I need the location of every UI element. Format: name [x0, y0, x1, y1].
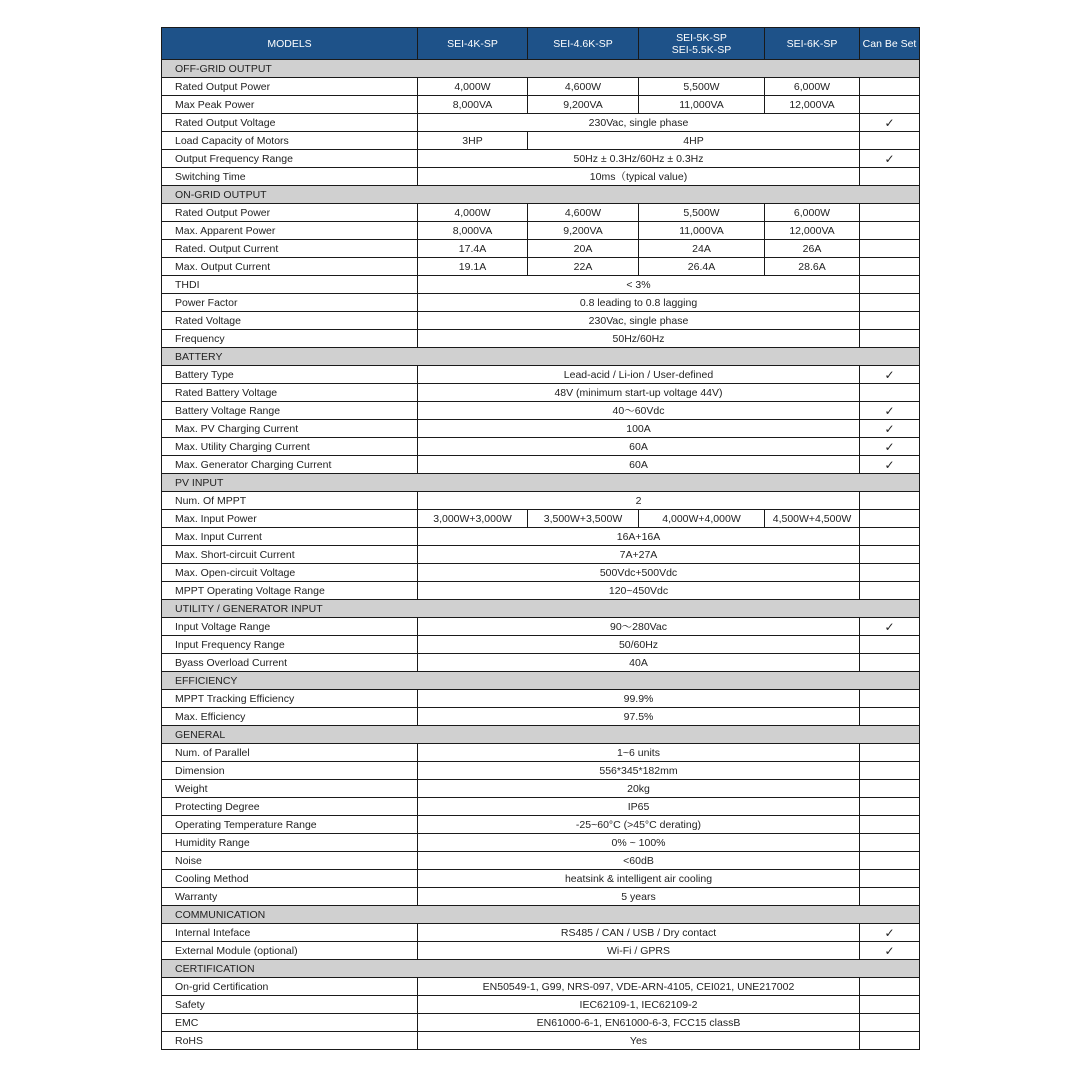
can-be-set-cell [860, 816, 920, 834]
row-label: Rated Output Voltage [162, 114, 418, 132]
can-be-set-cell [860, 546, 920, 564]
header-sei-4-6k-sp: SEI-4.6K-SP [528, 28, 639, 60]
can-be-set-cell [860, 168, 920, 186]
can-be-set-cell [860, 258, 920, 276]
table-row [162, 888, 920, 906]
can-be-set-cell [860, 564, 920, 582]
spec-table [161, 27, 920, 1050]
row-label: Safety [162, 996, 418, 1014]
row-value: 24A [639, 240, 765, 258]
row-value: 3,500W+3,500W [528, 510, 639, 528]
section-title: GENERAL [162, 726, 920, 744]
can-be-set-cell [860, 222, 920, 240]
check-icon: ✓ [860, 456, 920, 474]
can-be-set-cell [860, 78, 920, 96]
row-label: Rated Voltage [162, 312, 418, 330]
row-value: 8,000VA [418, 96, 528, 114]
row-value: 4,000W [418, 204, 528, 222]
row-value: 48V (minimum start-up voltage 44V) [418, 384, 860, 402]
row-value: 12,000VA [765, 96, 860, 114]
row-label: Max. Output Current [162, 258, 418, 276]
row-label: EMC [162, 1014, 418, 1032]
row-value: 9,200VA [528, 96, 639, 114]
row-label: THDI [162, 276, 418, 294]
table-row [162, 258, 920, 276]
row-label: Input Voltage Range [162, 618, 418, 636]
row-value: 2 [418, 492, 860, 510]
check-icon: ✓ [860, 942, 920, 960]
row-value: 9,200VA [528, 222, 639, 240]
row-value: <60dB [418, 852, 860, 870]
row-label: Frequency [162, 330, 418, 348]
section-row [162, 474, 920, 492]
can-be-set-cell [860, 312, 920, 330]
row-value: 3HP [418, 132, 528, 150]
table-row [162, 654, 920, 672]
check-icon: ✓ [860, 402, 920, 420]
table-row [162, 564, 920, 582]
table-row [162, 276, 920, 294]
can-be-set-cell [860, 492, 920, 510]
row-value: 22A [528, 258, 639, 276]
row-value: 40～60Vdc [418, 402, 860, 420]
row-value: EN61000-6-1, EN61000-6-3, FCC15 classB [418, 1014, 860, 1032]
can-be-set-cell [860, 852, 920, 870]
row-label: Battery Type [162, 366, 418, 384]
row-value: Lead-acid / Li-ion / User-defined [418, 366, 860, 384]
row-label: Output Frequency Range [162, 150, 418, 168]
row-label: Noise [162, 852, 418, 870]
row-value: 5,500W [639, 78, 765, 96]
section-row [162, 348, 920, 366]
row-label: Max. Short-circuit Current [162, 546, 418, 564]
can-be-set-cell [860, 690, 920, 708]
table-row [162, 510, 920, 528]
check-icon: ✓ [860, 366, 920, 384]
row-label: Num. of Parallel [162, 744, 418, 762]
row-value: 6,000W [765, 78, 860, 96]
row-value: 3,000W+3,000W [418, 510, 528, 528]
table-row [162, 492, 920, 510]
row-label: RoHS [162, 1032, 418, 1050]
row-label: Rated Battery Voltage [162, 384, 418, 402]
row-label: MPPT Operating Voltage Range [162, 582, 418, 600]
row-label: Operating Temperature Range [162, 816, 418, 834]
row-label: Warranty [162, 888, 418, 906]
header-sei-5-5k-sp: SEI-5.5K-SP [671, 43, 732, 56]
section-row [162, 600, 920, 618]
row-value: 17.4A [418, 240, 528, 258]
row-value: 7A+27A [418, 546, 860, 564]
row-label: MPPT Tracking Efficiency [162, 690, 418, 708]
header-models: MODELS [162, 28, 418, 60]
table-row [162, 132, 920, 150]
row-value: 28.6A [765, 258, 860, 276]
header-sei-5k-sp: SEI-5K-SP [676, 31, 727, 44]
can-be-set-cell [860, 762, 920, 780]
table-row [162, 1032, 920, 1050]
row-value: 500Vdc+500Vdc [418, 564, 860, 582]
row-value: 0% ~ 100% [418, 834, 860, 852]
section-row [162, 672, 920, 690]
row-value: 26A [765, 240, 860, 258]
row-value: 12,000VA [765, 222, 860, 240]
row-value: 5,500W [639, 204, 765, 222]
can-be-set-cell [860, 888, 920, 906]
can-be-set-cell [860, 780, 920, 798]
row-value: 1~6 units [418, 744, 860, 762]
table-row [162, 222, 920, 240]
row-value: 11,000VA [639, 96, 765, 114]
row-value: 4,600W [528, 204, 639, 222]
row-value: 4,500W+4,500W [765, 510, 860, 528]
row-label: Protecting Degree [162, 798, 418, 816]
row-label: On-grid Certification [162, 978, 418, 996]
section-title: EFFICIENCY [162, 672, 920, 690]
section-row [162, 726, 920, 744]
row-label: Num. Of MPPT [162, 492, 418, 510]
section-title: UTILITY / GENERATOR INPUT [162, 600, 920, 618]
row-value: 26.4A [639, 258, 765, 276]
row-label: Max Peak Power [162, 96, 418, 114]
row-label: Humidity Range [162, 834, 418, 852]
row-value: 20A [528, 240, 639, 258]
can-be-set-cell [860, 1032, 920, 1050]
table-row [162, 438, 920, 456]
table-row [162, 870, 920, 888]
check-icon: ✓ [860, 618, 920, 636]
row-label: Byass Overload Current [162, 654, 418, 672]
section-title: PV INPUT [162, 474, 920, 492]
can-be-set-cell [860, 294, 920, 312]
row-label: Max. Apparent Power [162, 222, 418, 240]
can-be-set-cell [860, 996, 920, 1014]
row-label: Switching Time [162, 168, 418, 186]
can-be-set-cell [860, 276, 920, 294]
can-be-set-cell [860, 528, 920, 546]
row-value: 16A+16A [418, 528, 860, 546]
table-row [162, 456, 920, 474]
table-row [162, 636, 920, 654]
table-row [162, 762, 920, 780]
table-row [162, 708, 920, 726]
row-label: Max. Generator Charging Current [162, 456, 418, 474]
table-row [162, 528, 920, 546]
row-label: Max. PV Charging Current [162, 420, 418, 438]
row-value: 0.8 leading to 0.8 lagging [418, 294, 860, 312]
section-title: ON-GRID OUTPUT [162, 186, 920, 204]
row-value: 556*345*182mm [418, 762, 860, 780]
table-row [162, 690, 920, 708]
table-row [162, 420, 920, 438]
header-sei-4k-sp: SEI-4K-SP [418, 28, 528, 60]
table-row [162, 168, 920, 186]
table-row [162, 834, 920, 852]
table-row [162, 78, 920, 96]
row-label: Power Factor [162, 294, 418, 312]
table-row [162, 294, 920, 312]
table-row [162, 798, 920, 816]
table-row [162, 114, 920, 132]
can-be-set-cell [860, 330, 920, 348]
table-row [162, 1014, 920, 1032]
row-value: 4,000W [418, 78, 528, 96]
table-header [162, 28, 920, 60]
row-value: 4,000W+4,000W [639, 510, 765, 528]
table-row [162, 384, 920, 402]
check-icon: ✓ [860, 420, 920, 438]
row-value: < 3% [418, 276, 860, 294]
section-row [162, 960, 920, 978]
row-label: Rated Output Power [162, 78, 418, 96]
row-value: Yes [418, 1032, 860, 1050]
table-body [162, 60, 920, 1050]
row-value: 50Hz ± 0.3Hz/60Hz ± 0.3Hz [418, 150, 860, 168]
table-row [162, 780, 920, 798]
table-row [162, 816, 920, 834]
table-row [162, 330, 920, 348]
row-value: -25~60°C (>45°C derating) [418, 816, 860, 834]
row-label: Load Capacity of Motors [162, 132, 418, 150]
table-row [162, 924, 920, 942]
row-value: 4HP [528, 132, 860, 150]
header-sei-5k-5-5k-sp [639, 28, 765, 60]
row-label: Dimension [162, 762, 418, 780]
section-title: BATTERY [162, 348, 920, 366]
row-value: Wi-Fi / GPRS [418, 942, 860, 960]
can-be-set-cell [860, 204, 920, 222]
row-value: heatsink & intelligent air cooling [418, 870, 860, 888]
section-row [162, 60, 920, 78]
header-can-be-set: Can Be Set [860, 28, 920, 60]
row-label: Max. Utility Charging Current [162, 438, 418, 456]
row-value: 60A [418, 456, 860, 474]
row-label: External Module (optional) [162, 942, 418, 960]
table-row [162, 996, 920, 1014]
row-value: 100A [418, 420, 860, 438]
check-icon: ✓ [860, 114, 920, 132]
row-value: 6,000W [765, 204, 860, 222]
table-row [162, 852, 920, 870]
table-row [162, 96, 920, 114]
row-label: Input Frequency Range [162, 636, 418, 654]
can-be-set-cell [860, 582, 920, 600]
row-value: 230Vac, single phase [418, 312, 860, 330]
header-sei-6k-sp: SEI-6K-SP [765, 28, 860, 60]
row-value: IEC62109-1, IEC62109-2 [418, 996, 860, 1014]
can-be-set-cell [860, 798, 920, 816]
can-be-set-cell [860, 240, 920, 258]
can-be-set-cell [860, 96, 920, 114]
header-row [162, 28, 920, 60]
can-be-set-cell [860, 384, 920, 402]
row-value: 97.5% [418, 708, 860, 726]
row-label: Max. Efficiency [162, 708, 418, 726]
table-row [162, 240, 920, 258]
row-value: 40A [418, 654, 860, 672]
row-label: Internal Inteface [162, 924, 418, 942]
can-be-set-cell [860, 870, 920, 888]
check-icon: ✓ [860, 438, 920, 456]
table-row [162, 618, 920, 636]
section-row [162, 906, 920, 924]
row-value: 50/60Hz [418, 636, 860, 654]
table-row [162, 978, 920, 996]
can-be-set-cell [860, 978, 920, 996]
can-be-set-cell [860, 132, 920, 150]
row-value: 8,000VA [418, 222, 528, 240]
table-row [162, 402, 920, 420]
row-value: 230Vac, single phase [418, 114, 860, 132]
row-value: 5 years [418, 888, 860, 906]
row-value: EN50549-1, G99, NRS-097, VDE-ARN-4105, CEI021, UNE217002 [418, 978, 860, 996]
table-row [162, 204, 920, 222]
row-value: RS485 / CAN / USB / Dry contact [418, 924, 860, 942]
section-row [162, 186, 920, 204]
row-label: Max. Input Power [162, 510, 418, 528]
row-value: 4,600W [528, 78, 639, 96]
can-be-set-cell [860, 636, 920, 654]
can-be-set-cell [860, 708, 920, 726]
section-title: COMMUNICATION [162, 906, 920, 924]
row-label: Cooling Method [162, 870, 418, 888]
check-icon: ✓ [860, 924, 920, 942]
table-row [162, 150, 920, 168]
row-value: IP65 [418, 798, 860, 816]
table-row [162, 312, 920, 330]
can-be-set-cell [860, 654, 920, 672]
row-label: Rated Output Power [162, 204, 418, 222]
row-value: 19.1A [418, 258, 528, 276]
section-title: OFF-GRID OUTPUT [162, 60, 920, 78]
can-be-set-cell [860, 744, 920, 762]
table-row [162, 582, 920, 600]
row-value: 50Hz/60Hz [418, 330, 860, 348]
table-row [162, 546, 920, 564]
table-row [162, 744, 920, 762]
row-value: 99.9% [418, 690, 860, 708]
row-label: Battery Voltage Range [162, 402, 418, 420]
can-be-set-cell [860, 834, 920, 852]
row-label: Max. Input Current [162, 528, 418, 546]
row-value: 20kg [418, 780, 860, 798]
row-value: 60A [418, 438, 860, 456]
row-value: 10ms（typical value) [418, 168, 860, 186]
row-label: Max. Open-circuit Voltage [162, 564, 418, 582]
row-value: 120~450Vdc [418, 582, 860, 600]
table-row [162, 942, 920, 960]
check-icon: ✓ [860, 150, 920, 168]
row-label: Weight [162, 780, 418, 798]
can-be-set-cell [860, 510, 920, 528]
row-value: 11,000VA [639, 222, 765, 240]
table-row [162, 366, 920, 384]
section-title: CERTIFICATION [162, 960, 920, 978]
can-be-set-cell [860, 1014, 920, 1032]
row-value: 90～280Vac [418, 618, 860, 636]
row-label: Rated. Output Current [162, 240, 418, 258]
